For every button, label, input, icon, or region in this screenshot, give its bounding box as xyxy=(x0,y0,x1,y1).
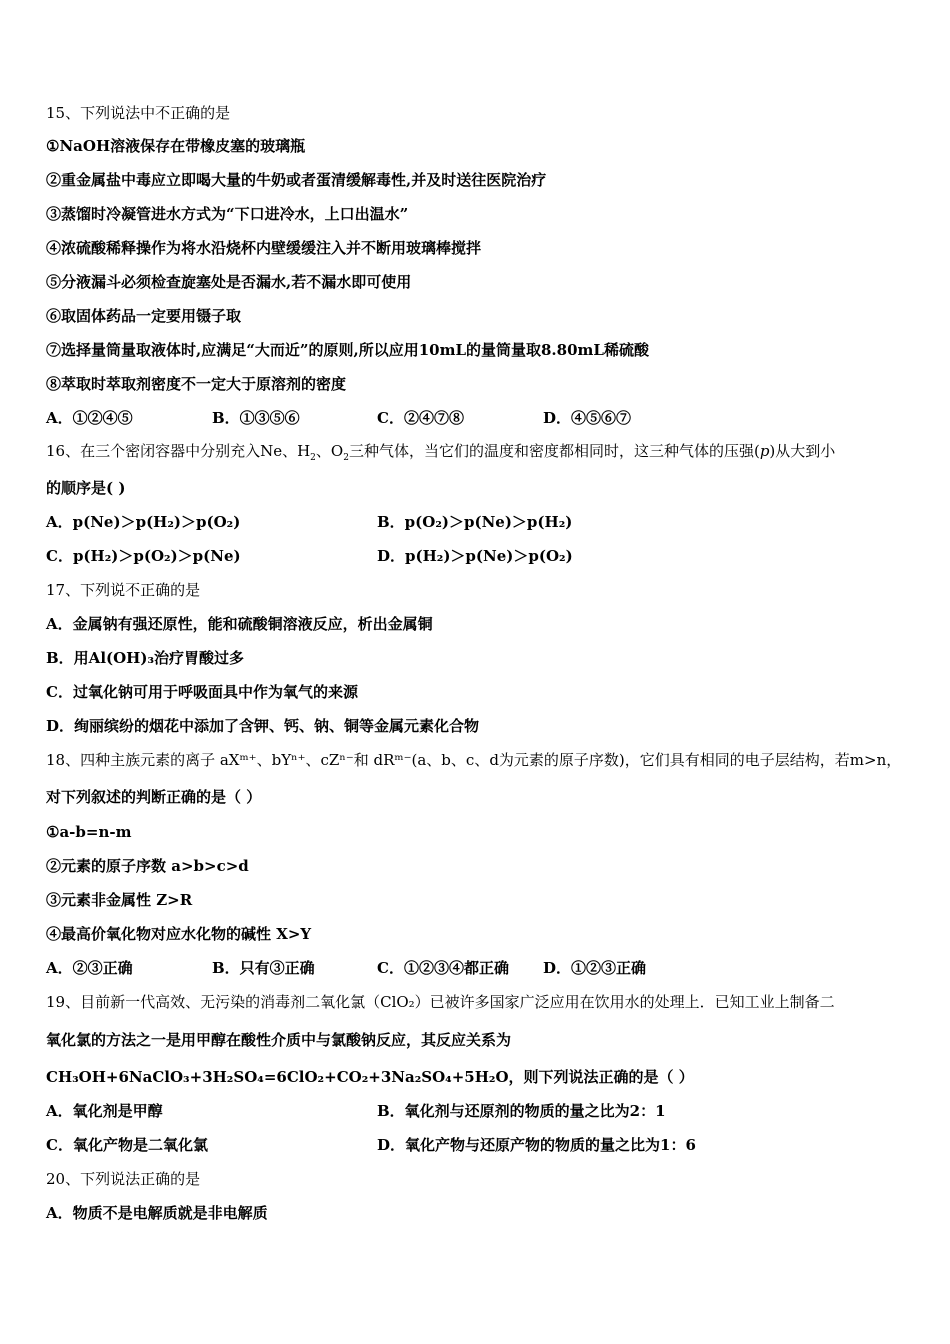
q16-option-d: D．p(H₂)＞p(Ne)＞p(O₂) xyxy=(377,547,573,565)
q19-option-b: B．氧化剂与还原剂的物质的量之比为2：1 xyxy=(377,1102,666,1120)
q15-item-6: ⑥取固体药品一定要用镊子取 xyxy=(46,307,242,325)
q15-item-7: ⑦选择量筒量取液体时,应满足“大而近”的原则,所以应用10mL的量筒量取8.80mL稀硫酸 xyxy=(46,341,649,359)
q18-item-3: ③元素非金属性 Z>R xyxy=(46,891,193,909)
q19-stem-line2: 氧化氯的方法之一是用甲醇在酸性介质中与氯酸钠反应，其反应关系为 xyxy=(46,1031,512,1049)
q15-option-b: B．①③⑤⑥ xyxy=(212,409,300,427)
q16-stem-part-b: 、O xyxy=(315,442,344,460)
q17-stem: 17、下列说不正确的是 xyxy=(46,581,201,599)
q15-option-a: A．①②④⑤ xyxy=(46,409,133,427)
q19-option-d: D．氧化产物与还原产物的物质的量之比为1：6 xyxy=(377,1136,696,1154)
q15-item-8: ⑧萃取时萃取剂密度不一定大于原溶剂的密度 xyxy=(46,375,347,393)
q19-stem: 19、目前新一代高效、无污染的消毒剂二氧化氯（ClO₂）已被许多国家广泛应用在饮用水的处理上．已知工业上制备二 xyxy=(46,993,835,1011)
q17-option-b: B．用Al(OH)₃治疗胃酸过多 xyxy=(46,649,245,667)
q16-option-b: B．p(O₂)＞p(Ne)＞p(H₂) xyxy=(377,513,573,531)
q18-option-d: D．①②③正确 xyxy=(543,959,647,977)
q16-option-a: A．p(Ne)＞p(H₂)＞p(O₂) xyxy=(46,513,241,531)
q18-option-a: A．②③正确 xyxy=(46,959,133,977)
q17-option-c: C．过氧化钠可用于呼吸面具中作为氧气的来源 xyxy=(46,683,358,701)
q15-option-c: C．②④⑦⑧ xyxy=(377,409,464,427)
q15-option-d: D．④⑤⑥⑦ xyxy=(543,409,632,427)
q18-item-2: ②元素的原子序数 a>b>c>d xyxy=(46,857,249,875)
q16-option-c: C．p(H₂)＞p(O₂)＞p(Ne) xyxy=(46,547,241,565)
q15-stem: 15、下列说法中不正确的是 xyxy=(46,104,231,122)
q15-item-1: ①NaOH溶液保存在带橡皮塞的玻璃瓶 xyxy=(46,137,306,155)
q17-option-d: D．绚丽缤纷的烟花中添加了含钾、钙、钠、铜等金属元素化合物 xyxy=(46,717,480,735)
q16-stem-line2: 的顺序是( ) xyxy=(46,479,126,497)
q19-option-a: A．氧化剂是甲醇 xyxy=(46,1102,163,1120)
q18-stem-line2: 对下列叙述的判断正确的是（ ） xyxy=(46,788,262,806)
q15-item-5: ⑤分液漏斗必须检查旋塞处是否漏水,若不漏水即可使用 xyxy=(46,273,412,291)
q15-item-2: ②重金属盐中毒应立即喝大量的牛奶或者蛋清缓解毒性,并及时送往医院治疗 xyxy=(46,171,547,189)
q19-option-c: C．氧化产物是二氧化氯 xyxy=(46,1136,208,1154)
q19-equation: CH₃OH+6NaClO₃+3H₂SO₄=6ClO₂+CO₂+3Na₂SO₄+5H₂O，则下列说法正确的是（ ） xyxy=(46,1068,694,1086)
q16-stem-part-c: 三种气体，当它们的温度和密度都相同时，这三种气体的压强( xyxy=(348,442,760,460)
q18-option-c: C．①②③④都正确 xyxy=(377,959,509,977)
q15-item-4: ④浓硫酸稀释操作为将水沿烧杯内壁缓缓注入并不断用玻璃棒搅拌 xyxy=(46,239,482,257)
q16-stem: 16、在三个密闭容器中分别充入Ne、$H_2$、$O_2$三种气体，当它们的温度和密度都相同时，这三种气体的压强(p)从大到小 xyxy=(46,442,836,463)
q16-stem-p: p xyxy=(759,442,770,460)
q16-stem-part-a: 16、在三个密闭容器中分别充入Ne、H xyxy=(46,442,311,460)
q18-item-1: ①a-b=n-m xyxy=(46,823,132,841)
q20-option-a: A．物质不是电解质就是非电解质 xyxy=(46,1204,268,1222)
q15-item-3: ③蒸馏时冷凝管进水方式为“下口进冷水，上口出温水” xyxy=(46,205,409,223)
q16-stem-part-d: )从大到小 xyxy=(769,442,836,460)
q18-item-4: ④最高价氧化物对应水化物的碱性 X>Y xyxy=(46,925,312,943)
q17-option-a: A．金属钠有强还原性，能和硫酸铜溶液反应，析出金属铜 xyxy=(46,615,433,633)
q18-stem: 18、四种主族元素的离子 aXᵐ⁺、bYⁿ⁺、cZⁿ⁻和 dRᵐ⁻(a、b、c、d为元素的原子序数)，它们具有相同的电子层结构，若m>n， xyxy=(46,751,902,769)
q20-stem: 20、下列说法正确的是 xyxy=(46,1170,201,1188)
q18-option-b: B．只有③正确 xyxy=(212,959,315,977)
